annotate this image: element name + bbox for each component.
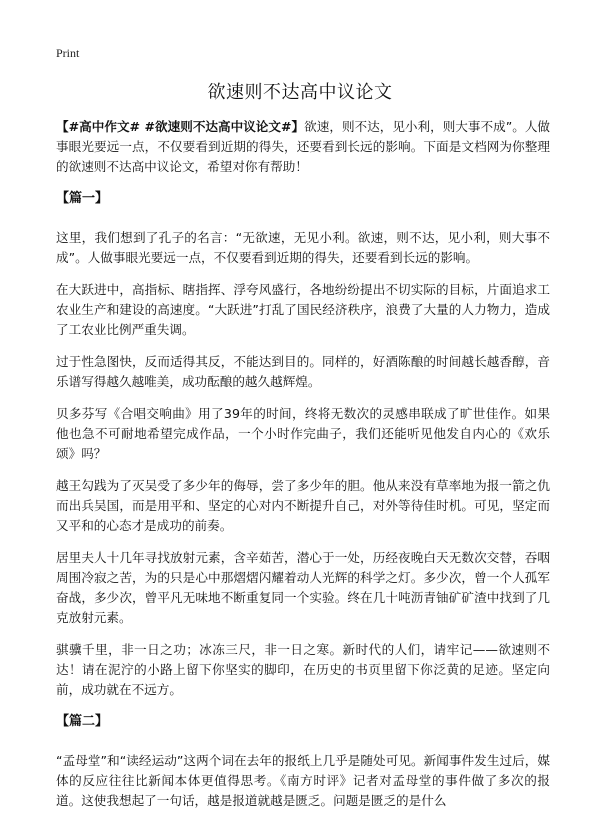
intro-tags: 【#高中作文# #欲速则不达高中议论文#】 [56, 119, 305, 134]
section-heading-2: 【篇二】 [56, 714, 109, 729]
section1-paragraph-6: 居里夫人十几年寻找放射元素，含辛茹苦，潜心于一处，历经夜晚白天无数次交替，吞咽周围冷寂之苦，为的只是心中那熠熠闪耀着动人光辉的科学之灯。多少次，曾一个人孤军奋战，多少次，曾平凡无味地不断重复同一个实验。终在几十吨沥青铀矿矿渣中找到了几克放射元素。 [56, 550, 550, 625]
section1-paragraph-2: 在大跃进中，高指标、瞎指挥、浮夸风盛行，各地纷纷提出不切实际的目标，片面追求工农业生产和建设的高速度。“大跃进”打乱了国民经济秩序，浪费了大量的人力物力，造成了工农业比例严重失调。 [56, 282, 550, 337]
article-body [56, 117, 550, 823]
intro-text: 欲速，则不达，见小利，则大事不成”。人做事眼光要远一点，不仅要看到近期的得失，还要看到长远的影响。下面是文档网为你整理的欲速则不达高中议论文，希望对你有帮助！ [56, 119, 551, 174]
section1-paragraph-1: 这里，我们想到了孔子的名言：“无欲速，无见小利。欲速，则不达，见小利，则大事不成”。人做事眼光要远一点，不仅要看到近期的得失，还要看到长远的影响。 [56, 230, 550, 265]
print-link[interactable]: Print [56, 46, 80, 60]
section1-paragraph-4: 贝多芬写《合唱交响曲》用了39年的时间，终将无数次的灵感串联成了旷世佳作。如果他也急不可耐地希望完成作品，一个小时作完曲子，我们还能听见他发自内心的《欢乐颂》吗？ [56, 406, 550, 461]
intro-paragraph [56, 117, 550, 177]
section1-paragraph-5: 越王勾践为了灭吴受了多少年的侮辱，尝了多少年的胆。他从来没有草率地为报一箭之仇而出兵吴国，而是用平和、坚定的心对内不断提升自己，对外等待佳时机。可见，坚定而又平和的心态才是成功的前奏。 [56, 478, 550, 533]
section1-paragraph-7: 骐骥千里，非一日之功；冰冻三尺，非一日之寒。新时代的人们，请牢记——欲速则不达！请在泥泞的小路上留下你坚实的脚印，在历史的书页里留下你泛黄的足迹。坚定向前，成功就在不远方。 [56, 642, 550, 697]
section1-paragraph-3: 过于性急图快，反而适得其反，不能达到目的。同样的，好酒陈酿的时间越长越香醇，音乐谱写得越久越唯美，成功酝酿的越久越辉煌。 [56, 354, 550, 389]
page-title: 欲速则不达高中议论文 [207, 82, 393, 103]
section-heading-1: 【篇一】 [56, 191, 109, 206]
section2-paragraph-1: “孟母堂”和“读经运动”这两个词在去年的报纸上几乎是随处可见。新闻事件发生过后，媒体的反应往往比新闻本体更值得思考。《南方时评》记者对孟母堂的事件做了多次的报道。这使我想起了一句话，越是报道就越是匮乏。问题是匮乏的是什么 [56, 753, 550, 808]
